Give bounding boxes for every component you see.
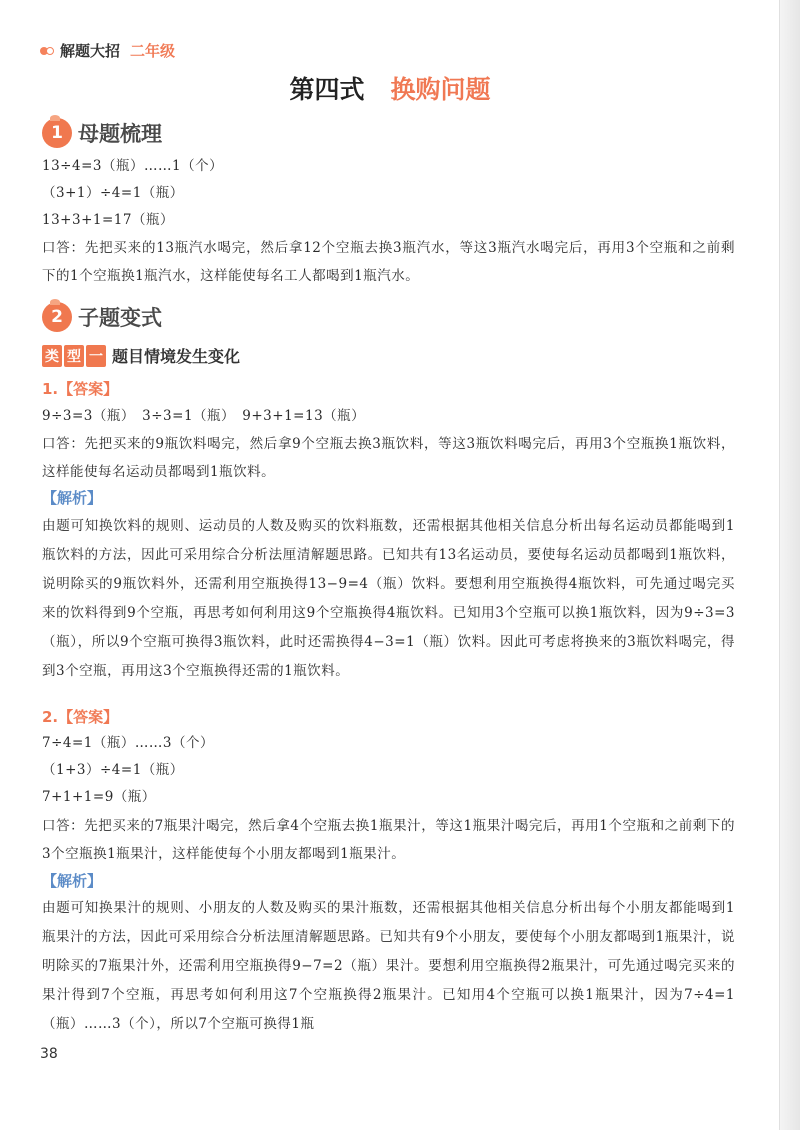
q2-line-2: （1+3）÷4=1（瓶） (42, 762, 184, 778)
section1-heading (42, 118, 162, 148)
q2-analysis: 由题可知换果汁的规则、小朋友的人数及购买的果汁瓶数，还需根据其他相关信息分析出每个小朋友都能喝到1瓶果汁的方法，因此可采用综合分析法厘清解题思路。已知共有9个小朋友，要使每个小朋友都喝到1瓶果汁，说明除买的7瓶果汁外，还需利用空瓶换得9−7=2（瓶）果汁。要想利用空瓶换得2瓶果汁，可先通过喝完买来的果汁得到7个空瓶，再思考如何利用这7个空瓶换得2瓶果汁。已知用4个空瓶可以换1瓶果汁，因为7÷4=1（瓶）……3（个），所以7个空瓶可换得1瓶 (42, 900, 735, 1032)
s1-line-2: （3+1）÷4=1（瓶） (42, 185, 184, 201)
header-dots-icon (40, 47, 54, 55)
q2-answer: 口答：先把买来的7瓶果汁喝完，然后拿4个空瓶去换1瓶果汁，等这1瓶果汁喝完后，再用1个空瓶和之前剩下的3个空瓶换1瓶果汁，这样能使每个小朋友都喝到1瓶果汁。 (42, 818, 735, 862)
page-edge (779, 0, 800, 1130)
grade-label: 二年级 (130, 42, 176, 60)
q1-answer: 口答：先把买来的9瓶饮料喝完，然后拿9个空瓶去换3瓶饮料，等这3瓶饮料喝完后，再用3个空瓶换1瓶饮料，这样能使每名运动员都喝到1瓶饮料。 (42, 436, 735, 480)
q2-line-3: 7+1+1=9（瓶） (42, 789, 156, 805)
s1-line-1: 13÷4=3（瓶）……1（个） (42, 158, 224, 174)
s1-answer: 口答：先把买来的13瓶汽水喝完，然后拿12个空瓶去换3瓶汽水，等这3瓶汽水喝完后，再用3个空瓶和之前剩下的1个空瓶换1瓶汽水，这样能使每名工人都喝到1瓶汽水。 (42, 240, 735, 284)
q1-analysis: 由题可知换饮料的规则、运动员的人数及购买的饮料瓶数，还需根据其他相关信息分析出每名运动员都能喝到1瓶饮料的方法，因此可采用综合分析法厘清解题思路。已知共有13名运动员，要使每名运动员都喝到1瓶饮料，说明除买的9瓶饮料外，还需利用空瓶换得13−9=4（瓶）饮料。要想利用空瓶换得4瓶饮料，可先通过喝完买来的饮料得到9个空瓶，再思考如何利用这9个空瓶换得4瓶饮料。已知用3个空瓶可以换1瓶饮料，因为9÷3=3（瓶），所以9个空瓶可换得3瓶饮料，此时还需换得4−3=1（瓶）饮料。因此可考虑将换来的3瓶饮料喝完，得到3个空瓶，再用这3个空瓶换得还需的1瓶饮料。 (42, 518, 735, 679)
chapter-topic: 换购问题 (390, 75, 491, 104)
s1-line-3: 13+3+1=17（瓶） (42, 212, 174, 228)
q2-line-1: 7÷4=1（瓶）……3（个） (42, 735, 214, 751)
q2-answer-label: 2.【答案】 (42, 708, 119, 726)
section1-title: 母题梳理 (78, 122, 162, 146)
running-header (40, 40, 175, 61)
section2-number-badge: 2 (42, 302, 72, 332)
type-heading (42, 344, 240, 367)
page-number: 38 (40, 1046, 58, 1062)
chapter-title (0, 70, 780, 106)
q2-analysis-label: 【解析】 (42, 872, 103, 890)
q1-answer-label: 1.【答案】 (42, 380, 119, 398)
section2-heading (42, 302, 162, 332)
chapter-number: 第四式 (289, 75, 365, 104)
book-title: 解题大招 (60, 42, 121, 60)
section1-number-badge: 1 (42, 118, 72, 148)
q1-equation: 9÷3=3（瓶） 3÷3=1（瓶） 9+3+1=13（瓶） (42, 408, 366, 424)
section2-title: 子题变式 (78, 306, 162, 330)
type-title: 题目情境发生变化 (112, 347, 241, 366)
q1-analysis-label: 【解析】 (42, 489, 103, 507)
type-chip-1: 类 (42, 345, 62, 367)
type-chip-2: 型 (64, 345, 84, 367)
type-chip-3: 一 (86, 345, 106, 367)
